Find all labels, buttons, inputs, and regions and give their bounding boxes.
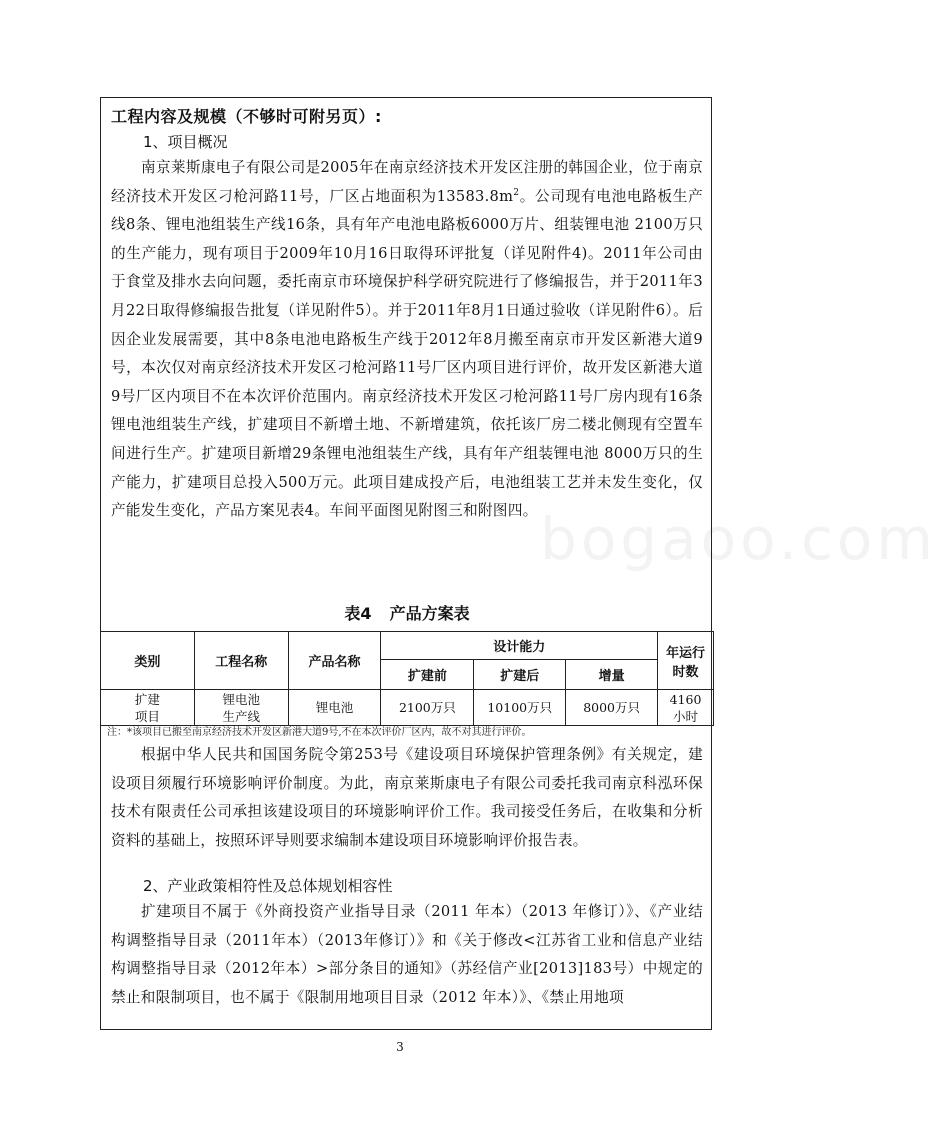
cell-category-line2: 项目 (134, 708, 160, 724)
cell-after: 10100万只 (474, 690, 566, 726)
header-project-name: 工程名称 (194, 632, 288, 690)
header-annual-hours (658, 632, 714, 690)
overview-text-a: 南京莱斯康电子有限公司是2005年在南京经济技术开发区注册的韩国企业，位于南京经济技术开发区刁枪河路11号，厂区占地面积为13583.8m (111, 159, 703, 205)
overview-text-b: 。公司现有电池电路板生产线8条、锂电池组装生产线16条，具有年产电池电路板6000万片、组装锂电池 2100万只的生产能力，现有项目于2009年10月16日取得环评批复（详见附件4)。2011年公司由于食堂及排水去向问题，委托南京市环境保护科学研究院进行了修编报告，并于2011年3月22日取得修编报告批复（详见附件5）。并于2011年8月1日通过验收（详见附件6）。后因企业发展需要，其中8条电池电路板生产线于2012年8月搬至南京市开发区新港大道9号，本次仅对南京经济技术开发区刁枪河路11号厂区内项目进行评价，故开发区新港大道9号厂区内项目不在本次评价范围内。南京经济技术开发区刁枪河路11号厂房内现有16条锂电池组装生产线，扩建项目不新增土地、不新增建筑，依托该厂房二楼北侧现有空置车间进行生产。扩建项目新增29条锂电池组装生产线，具有年产组装锂电池 8000万只的生产能力，扩建项目总投入500万元。此项目建成投产后，电池组装工艺并未发生变化，仅产能发生变化，产品方案见表4。车间平面图见附图三和附图四。 (111, 187, 703, 520)
cell-category-line1: 扩建 (134, 691, 160, 707)
header-design-capacity: 设计能力 (381, 632, 658, 660)
product-plan-table (100, 631, 714, 726)
cell-hours-line2: 小时 (673, 708, 699, 724)
page-number: 3 (396, 1040, 404, 1054)
cell-project-line1: 锂电池 (222, 691, 260, 707)
header-after: 扩建后 (474, 660, 566, 690)
area-unit-superscript: 2 (513, 187, 520, 198)
table-caption-title: 产品方案表 (389, 604, 470, 623)
cell-annual-hours (658, 690, 714, 726)
header-product-name: 产品名称 (288, 632, 381, 690)
cell-before: 2100万只 (381, 690, 474, 726)
header-increase: 增量 (566, 660, 658, 690)
cell-increase: 8000万只 (566, 690, 658, 726)
overview-paragraph (111, 154, 703, 526)
cell-category (101, 690, 195, 726)
table-row (101, 690, 714, 726)
content-frame (100, 97, 712, 1030)
table-header-row (101, 632, 714, 660)
eia-paragraph: 根据中华人民共和国国务院令第253号《建设项目环境保护管理条例》有关规定，建设项目须履行环境影响评价制度。为此，南京莱斯康电子有限公司委托我司南京科泓环保技术有限责任公司承担该建设项目的环境影响评价工作。我司接受任务后，在收集和分析资料的基础上，按照环评导则要求编制本建设项目环境影响评价报告表。 (111, 746, 703, 849)
header-category: 类别 (101, 632, 195, 690)
header-before: 扩建前 (381, 660, 474, 690)
cell-project-name (194, 690, 288, 726)
section-heading: 工程内容及规模（不够时可附另页）: (111, 107, 382, 126)
header-annual-hours-line1: 年运行 (666, 645, 706, 661)
table-note: 注：*该项目已搬至南京经济技术开发区新港大道9号,不在本次评价厂区内，故不对其进行评价。 (107, 727, 532, 738)
cell-project-line2: 生产线 (222, 708, 260, 724)
policy-paragraph: 扩建项目不属于《外商投资产业指导目录（2011 年本）（2013 年修订）》、《产业结构调整指导目录（2011年本）（2013年修订）》和《关于修改<江苏省工业和信息产业结构调整指导目录（2012年本）>部分条目的通知》（苏经信产业[2013]183号）中规定的禁止和限制项目，也不属于《限制用地项目目录（2012 年本）》、《禁止用地项 (111, 903, 703, 1006)
section-1-title: 1、项目概况 (143, 133, 228, 151)
cell-hours-line1: 4160 (669, 691, 702, 707)
table-caption (101, 601, 713, 624)
table-caption-number: 表4 (344, 604, 372, 623)
watermark: bogaoo.com (540, 505, 937, 573)
cell-product-name: 锂电池 (288, 690, 381, 726)
header-annual-hours-line2: 时数 (672, 664, 699, 680)
section-2-title: 2、产业政策相符性及总体规划相容性 (143, 877, 393, 895)
